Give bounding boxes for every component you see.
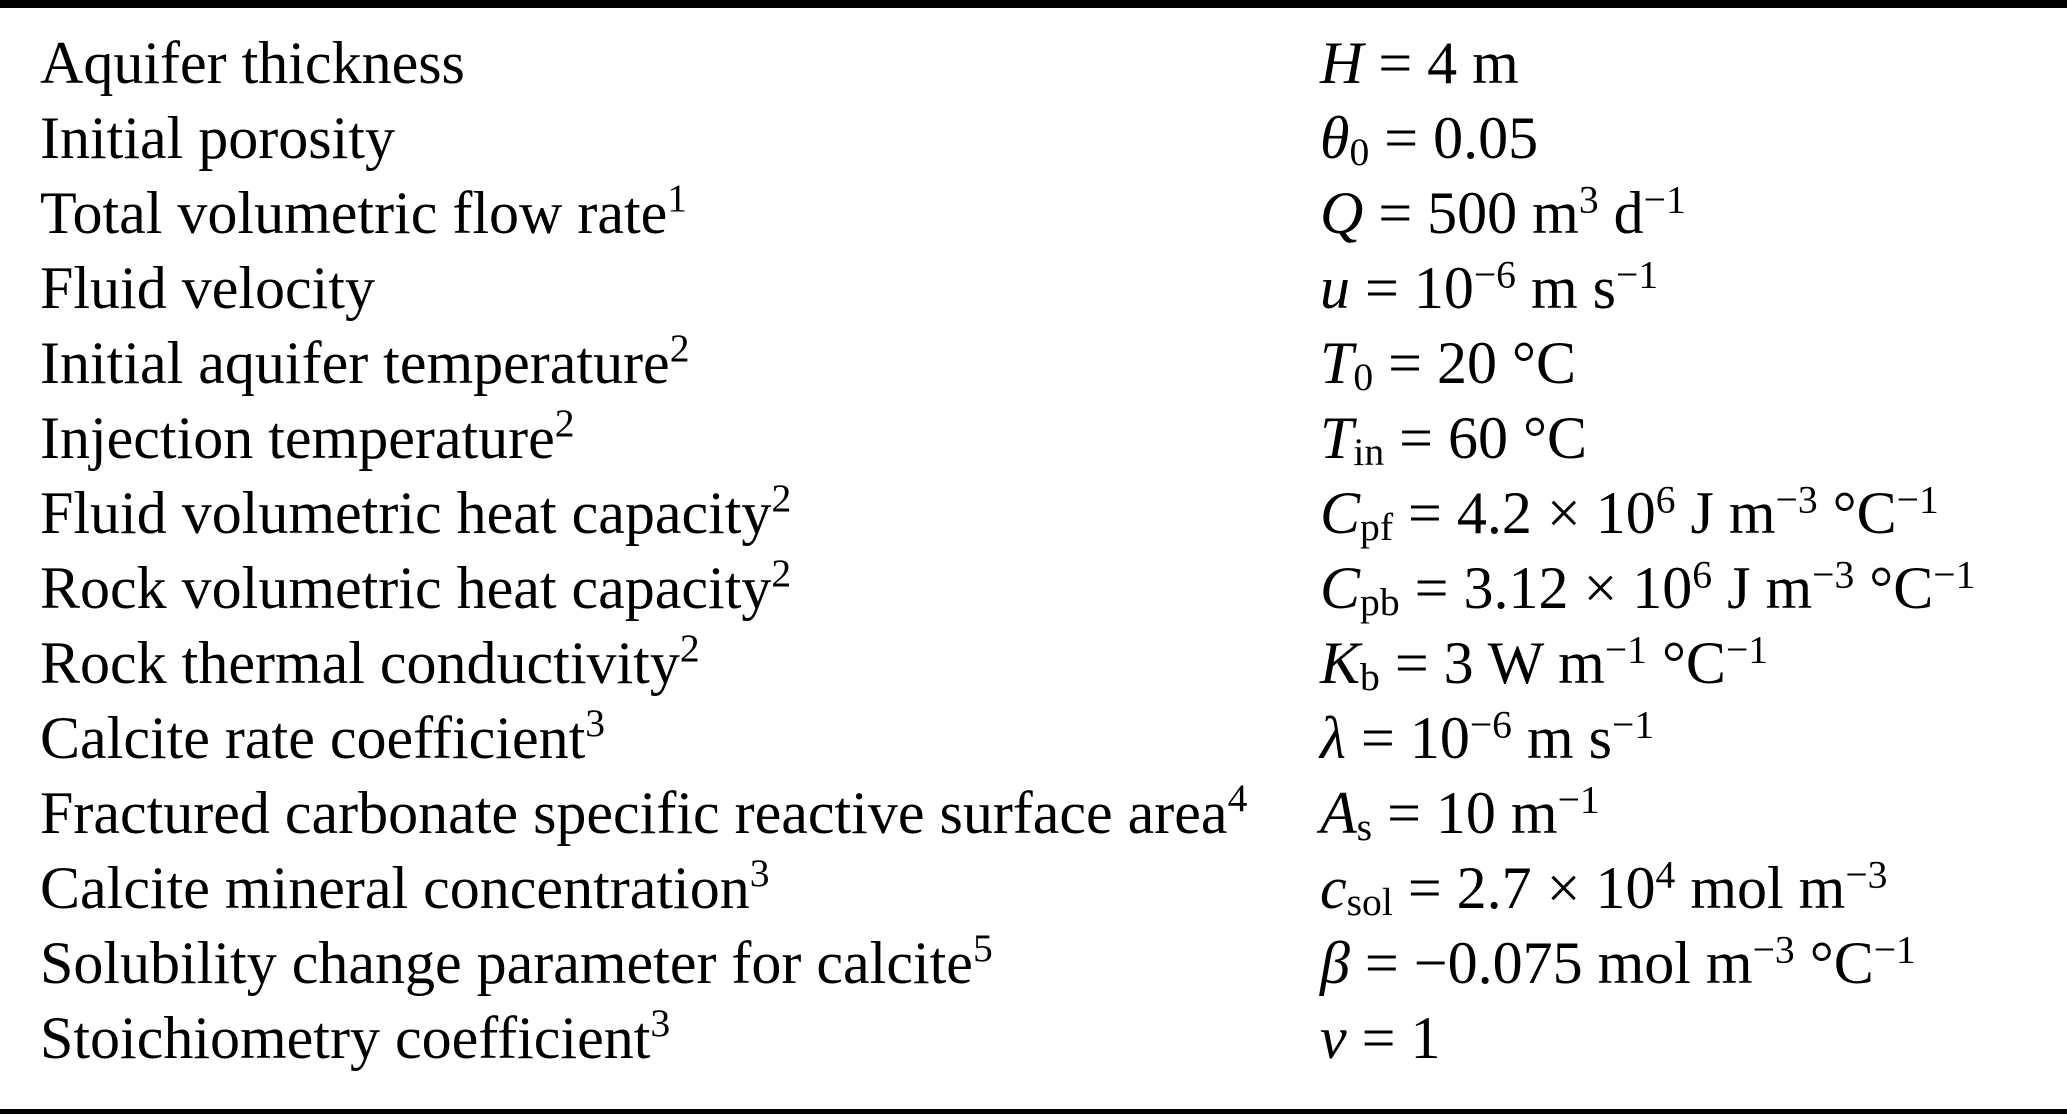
footnote-marker: 5 — [972, 926, 993, 971]
value-segment: b — [1360, 655, 1380, 700]
footnote-marker: 4 — [1227, 776, 1248, 821]
value-segment: in — [1353, 430, 1385, 475]
parameter-row — [40, 851, 2067, 926]
parameter-row — [40, 101, 2067, 176]
value-segment: mol m — [1675, 855, 1846, 921]
footnote-marker: 3 — [749, 851, 770, 896]
value-segment: = 10 — [1350, 255, 1474, 321]
value-segment: −1 — [1873, 927, 1916, 972]
parameter-label — [40, 701, 1320, 776]
value-segment: A — [1320, 780, 1357, 846]
value-segment: −3 — [1775, 477, 1818, 522]
value-segment: = 10 m — [1372, 780, 1558, 846]
table-bottom-rule — [0, 1109, 2067, 1114]
parameter-row — [40, 701, 2067, 776]
parameter-value — [1320, 776, 2067, 851]
value-segment: °C — [1854, 555, 1934, 621]
value-segment: K — [1320, 630, 1361, 696]
value-segment: ν — [1320, 1005, 1347, 1071]
value-segment: −6 — [1469, 702, 1512, 747]
value-segment: λ — [1320, 705, 1346, 771]
parameter-row — [40, 776, 2067, 851]
parameter-label — [40, 26, 1320, 101]
parameter-label — [40, 851, 1320, 926]
footnote-marker: 3 — [650, 1001, 671, 1046]
value-segment: s — [1356, 805, 1373, 850]
value-segment: −3 — [1845, 852, 1888, 897]
value-segment: °C — [1794, 930, 1874, 996]
value-segment: = 4.2 × 10 — [1393, 480, 1656, 546]
parameter-label-text: Initial aquifer temperature — [40, 330, 670, 396]
parameter-row — [40, 476, 2067, 551]
value-segment: = 0.05 — [1369, 105, 1539, 171]
value-segment: −1 — [1933, 552, 1976, 597]
footnote-marker: 1 — [667, 176, 688, 221]
parameter-row — [40, 1001, 2067, 1076]
parameter-label — [40, 401, 1320, 476]
value-segment: T — [1320, 330, 1354, 396]
parameter-value — [1320, 26, 2067, 101]
table-top-rule — [0, 0, 2067, 8]
parameter-value — [1320, 851, 2067, 926]
value-segment: = 1 — [1346, 1005, 1441, 1071]
parameter-label-text: Aquifer thickness — [40, 30, 465, 96]
parameter-label-text: Calcite mineral concentration — [40, 855, 750, 921]
parameter-value — [1320, 401, 2067, 476]
parameter-value — [1320, 626, 2067, 701]
parameter-row — [40, 551, 2067, 626]
value-segment: u — [1320, 255, 1350, 321]
value-segment: −3 — [1812, 552, 1855, 597]
value-segment: pb — [1360, 580, 1400, 625]
value-segment: −1 — [1643, 177, 1686, 222]
parameter-label-text: Fluid velocity — [40, 255, 375, 321]
parameter-label-text: Stoichiometry coefficient — [40, 1005, 651, 1071]
value-segment: −1 — [1896, 477, 1939, 522]
parameter-label-text: Fluid volumetric heat capacity — [40, 480, 772, 546]
value-segment: −1 — [1616, 252, 1659, 297]
value-segment: = 60 °C — [1384, 405, 1588, 471]
parameter-label — [40, 326, 1320, 401]
value-segment: °C — [1817, 480, 1897, 546]
parameter-value — [1320, 551, 2067, 626]
footnote-marker: 3 — [585, 701, 606, 746]
value-segment: °C — [1646, 630, 1726, 696]
value-segment: m s — [1515, 255, 1616, 321]
parameter-row — [40, 626, 2067, 701]
footnote-marker: 2 — [679, 626, 700, 671]
parameter-value — [1320, 251, 2067, 326]
parameter-value — [1320, 326, 2067, 401]
footnote-marker: 2 — [554, 401, 575, 446]
value-segment: Q — [1320, 180, 1364, 246]
value-segment: pf — [1360, 505, 1394, 550]
value-segment: J m — [1712, 555, 1813, 621]
parameter-label — [40, 551, 1320, 626]
value-segment: = 10 — [1346, 705, 1470, 771]
value-segment: = 20 °C — [1373, 330, 1577, 396]
value-segment: −3 — [1752, 927, 1795, 972]
value-segment: = −0.075 mol m — [1349, 930, 1753, 996]
value-segment: 3 — [1578, 177, 1599, 222]
value-segment: −1 — [1725, 627, 1769, 672]
parameter-label — [40, 176, 1320, 251]
parameter-row — [40, 176, 2067, 251]
value-segment: θ — [1320, 105, 1350, 171]
parameter-row — [40, 251, 2067, 326]
parameter-label — [40, 101, 1320, 176]
value-segment: 0 — [1353, 355, 1374, 400]
parameter-label-text: Injection temperature — [40, 405, 555, 471]
parameter-label — [40, 776, 1320, 851]
parameter-value — [1320, 1001, 2067, 1076]
parameter-row — [40, 401, 2067, 476]
parameter-table-body — [0, 8, 2067, 1076]
parameter-label-text: Rock volumetric heat capacity — [40, 555, 772, 621]
value-segment: 6 — [1655, 477, 1676, 522]
value-segment: −1 — [1604, 627, 1647, 672]
parameter-label-text: Fractured carbonate specific reactive surface area — [40, 780, 1228, 846]
parameter-value — [1320, 926, 2067, 1001]
value-segment: C — [1320, 480, 1361, 546]
parameter-label-text: Total volumetric flow rate — [40, 180, 668, 246]
value-segment: = 3.12 × 10 — [1399, 555, 1693, 621]
value-segment: m s — [1511, 705, 1612, 771]
footnote-marker: 2 — [771, 476, 792, 521]
parameter-label-text: Solubility change parameter for calcite — [40, 930, 973, 996]
value-segment: 0 — [1349, 130, 1370, 175]
parameter-value — [1320, 101, 2067, 176]
value-segment: sol — [1346, 880, 1393, 925]
value-segment: c — [1320, 855, 1347, 921]
parameter-label — [40, 251, 1320, 326]
value-segment: d — [1598, 180, 1644, 246]
value-segment: = 4 m — [1363, 30, 1519, 96]
parameter-label — [40, 476, 1320, 551]
value-segment: 4 — [1655, 852, 1676, 897]
parameter-label — [40, 1001, 1320, 1076]
parameter-label-text: Initial porosity — [40, 105, 395, 171]
value-segment: = 500 m — [1363, 180, 1579, 246]
value-segment: −1 — [1557, 777, 1600, 822]
value-segment: −6 — [1473, 252, 1516, 297]
value-segment: C — [1320, 555, 1361, 621]
value-segment: = 2.7 × 10 — [1392, 855, 1656, 921]
parameter-row — [40, 326, 2067, 401]
value-segment: T — [1320, 405, 1354, 471]
parameter-value — [1320, 701, 2067, 776]
value-segment: 6 — [1692, 552, 1713, 597]
parameter-row — [40, 26, 2067, 101]
parameter-label-text: Rock thermal conductivity — [40, 630, 680, 696]
footnote-marker: 2 — [669, 326, 690, 371]
value-segment: −1 — [1612, 702, 1655, 747]
parameter-row — [40, 926, 2067, 1001]
parameter-label — [40, 926, 1320, 1001]
parameter-value — [1320, 476, 2067, 551]
value-segment: β — [1320, 930, 1350, 996]
value-segment: J m — [1675, 480, 1776, 546]
value-segment: H — [1320, 30, 1364, 96]
parameter-label — [40, 626, 1320, 701]
value-segment: = 3 W m — [1379, 630, 1605, 696]
parameter-label-text: Calcite rate coefficient — [40, 705, 586, 771]
parameter-value — [1320, 176, 2067, 251]
footnote-marker: 2 — [771, 551, 792, 596]
